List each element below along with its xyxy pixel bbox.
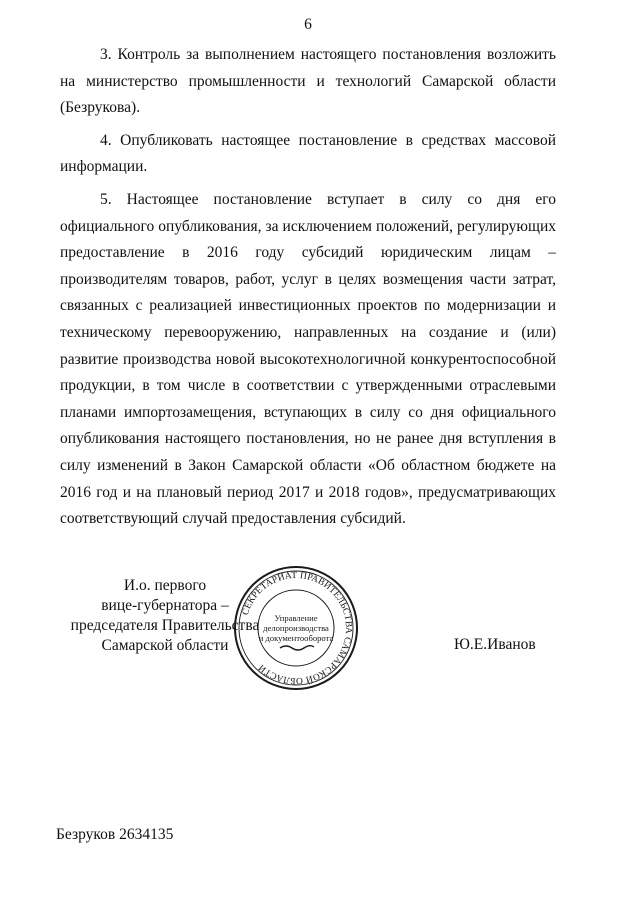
signatory-position-line: Самарской области (101, 637, 229, 654)
page-number: 6 (304, 16, 312, 33)
paragraph-5-effective-date: 5. Настоящее постановление вступает в силу со дня его официального опубликования, за исключением положений, регулирующих предоставление в 2016 году субсидий юридическим лицам – производителям товаров, работ, услуг в целях возмещения части затрат, связанных с реализацией инвестиционных проектов по модернизации и техническому перевооружению, направленных на создание и (или) развитие производства новой высокотехнологичной конкурентоспособной продукции, в том числе в соответствии с утвержденными отраслевыми планами импортозамещения, вступающих в силу со дня официального опубликования настоящего постановления, но не ранее дня вступления в силу изменений в Закон Самарской области «Об областном бюджете на 2016 год и на плановый период 2017 и 2018 годов», предусматривающих соответствующий случай предоставления субсидий. (60, 190, 556, 528)
signatory-name: Ю.Е.Иванов (454, 636, 536, 653)
signatory-position-line: вице-губернатора – (101, 597, 229, 614)
signatory-position-line: председателя Правительства (70, 617, 260, 634)
stamp-center-line: делопроизводства (263, 623, 329, 633)
stamp-graphic (232, 564, 360, 692)
executor-contact: Безруков 2634135 (56, 826, 174, 843)
stamp-center-line: Управление (274, 613, 318, 623)
stamp-ring-text: СЕКРЕТАРИАТ ПРАВИТЕЛЬСТВА САМАРСКОЙ ОБЛАСТИ (240, 570, 354, 686)
signatory-position-line: И.о. первого (123, 577, 207, 594)
paragraph-4-publish: 4. Опубликовать настоящее постановление в средствах массовой информации. (60, 131, 556, 176)
stamp-center-line: и документооборота (258, 633, 334, 643)
document-body (60, 42, 556, 539)
paragraph-3-control: 3. Контроль за выполнением настоящего постановления возложить на министерство промышленности и технологий Самарской области (Безрукова). (60, 46, 556, 117)
official-stamp (232, 564, 360, 692)
stamp-handwritten-mark (280, 646, 314, 650)
